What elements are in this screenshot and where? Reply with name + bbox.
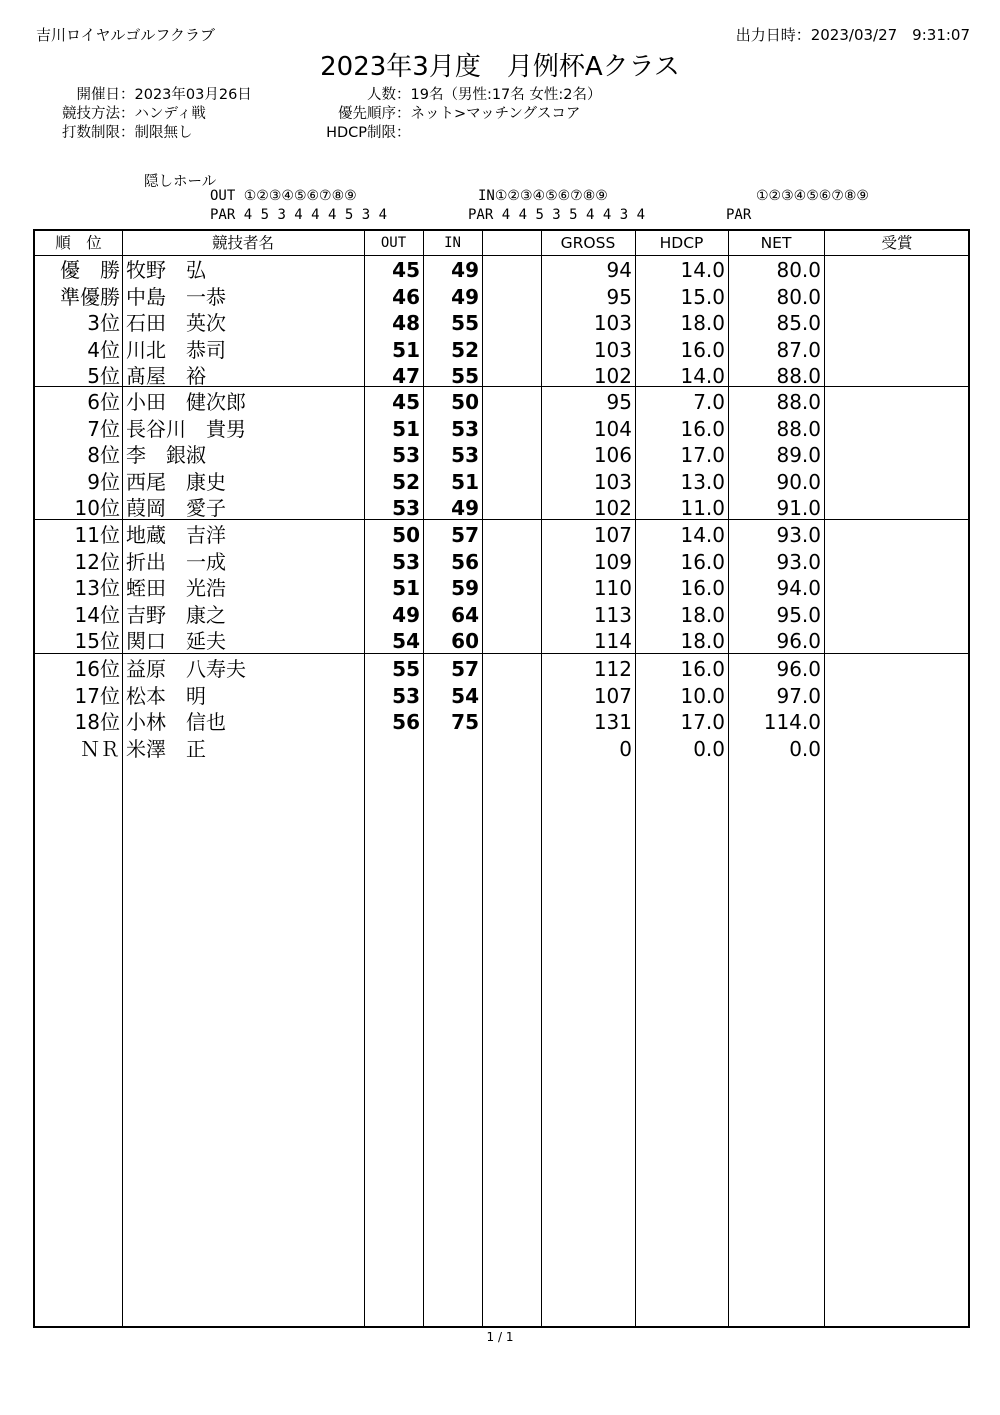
- cell-out: 47: [392, 364, 420, 388]
- info-people-label: 人数: [367, 87, 396, 103]
- cell-in: 51: [451, 469, 479, 494]
- cell-award: [824, 416, 968, 443]
- cell-out: 46: [392, 284, 420, 309]
- extra-holes: ①②③④⑤⑥⑦⑧⑨: [756, 188, 869, 204]
- col-net: NET: [760, 234, 792, 252]
- cell-rank: 17位: [74, 683, 120, 708]
- cell-rank: 準優勝: [60, 284, 120, 309]
- cell-hdcp: 11.0: [680, 496, 725, 520]
- cell-name: 米澤 正: [126, 736, 206, 761]
- printed-datetime: 出力日時：2023/03/27 9:31:07: [735, 26, 970, 44]
- col-name: 競技者名: [211, 234, 274, 252]
- cell-hdcp: 16.0: [680, 657, 725, 681]
- cell-net: 80.0: [776, 284, 821, 309]
- table-row: [35, 310, 968, 337]
- cell-in: 75: [451, 710, 479, 734]
- out-holes: OUT ①②③④⑤⑥⑦⑧⑨: [210, 188, 357, 204]
- cell-net: 0.0: [789, 736, 821, 761]
- cell-rank: 6位: [87, 390, 120, 414]
- cell-net: 97.0: [776, 683, 821, 708]
- info-date: 開催日：2023年03月26日: [48, 86, 252, 105]
- table-row: [35, 628, 968, 655]
- cell-rank: 11位: [74, 523, 120, 547]
- results-table: [33, 229, 970, 1328]
- table-row: [35, 709, 968, 736]
- cell-rank: 4位: [87, 337, 120, 362]
- cell-name: 蛭田 光浩: [126, 576, 226, 600]
- cell-gross: 106: [593, 443, 632, 467]
- info-date-value: 2023年03月26日: [134, 87, 252, 103]
- cell-rank: 16位: [74, 657, 120, 681]
- cell-gross: 94: [606, 258, 632, 282]
- cell-out: 51: [392, 416, 420, 441]
- cell-out: [364, 736, 420, 763]
- cell-hdcp: 14.0: [680, 258, 725, 282]
- table-row: [35, 442, 968, 469]
- info-right: [300, 86, 602, 143]
- col-hdcp: HDCP: [659, 234, 704, 252]
- cell-name: 葭岡 愛子: [126, 496, 226, 520]
- cell-award: [824, 602, 968, 629]
- cell-out: 51: [392, 337, 420, 362]
- cell-award: [824, 363, 968, 390]
- cell-in: 49: [451, 258, 479, 282]
- cell-name: 西尾 康史: [126, 469, 226, 494]
- info-priority-label: 優先順序: [338, 106, 396, 122]
- cell-award: [824, 549, 968, 576]
- cell-rank: 15位: [74, 629, 120, 653]
- cell-in: [423, 736, 479, 763]
- cell-gross: 102: [593, 364, 632, 388]
- info-limit: 打数制限：制限無し: [48, 124, 252, 143]
- in-par: PAR 4 4 5 3 5 4 4 3 4: [468, 207, 646, 223]
- cell-gross: 109: [593, 549, 632, 574]
- cell-rank: 14位: [74, 602, 120, 627]
- cell-award: [824, 310, 968, 337]
- cell-in: 49: [451, 496, 479, 520]
- cell-award: [824, 522, 968, 549]
- table-row: [35, 602, 968, 629]
- cell-out: 45: [392, 390, 420, 414]
- cell-out: 52: [392, 469, 420, 494]
- info-left: [48, 86, 252, 143]
- cell-out: 53: [392, 496, 420, 520]
- cell-gross: 0: [619, 736, 632, 761]
- cell-award: [824, 628, 968, 655]
- cell-in: 53: [451, 416, 479, 441]
- info-priority-value: ネット>マッチングスコア: [410, 106, 581, 122]
- cell-gross: 114: [593, 629, 632, 653]
- cell-in: 59: [451, 576, 479, 600]
- info-limit-label: 打数制限: [62, 125, 120, 141]
- table-row: [35, 257, 968, 284]
- cell-net: 90.0: [776, 469, 821, 494]
- cell-name: 中島 一恭: [126, 284, 226, 309]
- in-holes: IN①②③④⑤⑥⑦⑧⑨: [478, 188, 608, 204]
- cell-gross: 110: [593, 576, 632, 600]
- cell-hdcp: 17.0: [680, 710, 725, 734]
- cell-rank: 18位: [74, 710, 120, 734]
- table-row: [35, 736, 968, 763]
- cell-out: 54: [392, 629, 420, 653]
- info-method-label: 競技方法: [62, 106, 120, 122]
- hidden-holes-label: 隠しホール: [144, 174, 217, 190]
- col-gross: GROSS: [560, 234, 616, 252]
- cell-in: 57: [451, 657, 479, 681]
- info-date-label: 開催日: [76, 87, 120, 103]
- cell-net: 93.0: [776, 549, 821, 574]
- cell-award: [824, 575, 968, 602]
- cell-net: 89.0: [776, 443, 821, 467]
- cell-name: 髙屋 裕: [126, 364, 206, 388]
- table-row: [35, 284, 968, 311]
- cell-award: [824, 736, 968, 763]
- cell-gross: 103: [593, 311, 632, 335]
- page-title: 2023年3月度 月例杯Aクラス: [320, 52, 680, 82]
- cell-hdcp: 7.0: [693, 390, 725, 414]
- cell-name: 長谷川 貴男: [126, 416, 246, 441]
- info-people-value: 19名（男性:17名 女性:2名）: [410, 87, 602, 103]
- cell-in: 56: [451, 549, 479, 574]
- table-row: [35, 337, 968, 364]
- cell-net: 88.0: [776, 390, 821, 414]
- cell-in: 50: [451, 390, 479, 414]
- table-row: [35, 363, 968, 390]
- cell-hdcp: 16.0: [680, 549, 725, 574]
- cell-net: 91.0: [776, 496, 821, 520]
- table-row: [35, 683, 968, 710]
- info-limit-value: 制限無し: [134, 125, 193, 141]
- cell-gross: 103: [593, 469, 632, 494]
- cell-gross: 107: [593, 683, 632, 708]
- col-in: IN: [444, 235, 461, 251]
- cell-name: 李 銀淑: [126, 443, 206, 467]
- cell-net: 96.0: [776, 629, 821, 653]
- cell-rank: 8位: [87, 443, 120, 467]
- cell-gross: 112: [593, 657, 632, 681]
- info-people: 人数：19名（男性:17名 女性:2名）: [300, 86, 602, 105]
- cell-rank: 10位: [74, 496, 120, 520]
- table-row: [35, 656, 968, 683]
- cell-award: [824, 337, 968, 364]
- cell-gross: 107: [593, 523, 632, 547]
- cell-out: 55: [392, 657, 420, 681]
- out-par: PAR 4 5 3 4 4 4 5 3 4: [210, 207, 388, 223]
- table-row: [35, 416, 968, 443]
- cell-hdcp: 16.0: [680, 576, 725, 600]
- cell-rank: 12位: [74, 549, 120, 574]
- cell-hdcp: 18.0: [680, 602, 725, 627]
- table-row: [35, 389, 968, 416]
- info-priority: 優先順序：ネット>マッチングスコア: [300, 105, 602, 124]
- cell-net: 95.0: [776, 602, 821, 627]
- cell-out: 45: [392, 258, 420, 282]
- page-number: 1 / 1: [486, 1330, 514, 1344]
- cell-name: 小田 健次郎: [126, 390, 246, 414]
- cell-gross: 95: [606, 284, 632, 309]
- cell-in: 55: [451, 311, 479, 335]
- cell-out: 51: [392, 576, 420, 600]
- col-rank: 順 位: [55, 234, 102, 252]
- cell-in: 54: [451, 683, 479, 708]
- cell-net: 85.0: [776, 311, 821, 335]
- cell-rank: 3位: [87, 311, 120, 335]
- cell-hdcp: 18.0: [680, 629, 725, 653]
- cell-gross: 131: [593, 710, 632, 734]
- cell-net: 80.0: [776, 258, 821, 282]
- cell-hdcp: 13.0: [680, 469, 725, 494]
- cell-in: 57: [451, 523, 479, 547]
- cell-award: [824, 656, 968, 683]
- cell-award: [824, 683, 968, 710]
- cell-award: [824, 389, 968, 416]
- cell-gross: 95: [606, 390, 632, 414]
- cell-award: [824, 709, 968, 736]
- cell-out: 53: [392, 443, 420, 467]
- cell-award: [824, 257, 968, 284]
- cell-out: 53: [392, 549, 420, 574]
- club-name: 吉川ロイヤルゴルフクラブ: [36, 26, 215, 44]
- cell-name: 折出 一成: [126, 549, 226, 574]
- cell-hdcp: 16.0: [680, 416, 725, 441]
- cell-out: 53: [392, 683, 420, 708]
- cell-out: 48: [392, 311, 420, 335]
- cell-name: 益原 八寿夫: [126, 657, 246, 681]
- cell-net: 87.0: [776, 337, 821, 362]
- cell-hdcp: 17.0: [680, 443, 725, 467]
- cell-net: 93.0: [776, 523, 821, 547]
- cell-hdcp: 18.0: [680, 311, 725, 335]
- cell-rank: ＮＲ: [80, 736, 120, 761]
- cell-name: 小林 信也: [126, 710, 226, 734]
- cell-rank: 5位: [87, 364, 120, 388]
- info-hdcp: HDCP制限：: [300, 124, 602, 143]
- info-hdcp-label: HDCP制限: [326, 125, 396, 141]
- col-out: OUT: [380, 235, 407, 251]
- info-method: 競技方法：ハンディ戦: [48, 105, 252, 124]
- cell-net: 94.0: [776, 576, 821, 600]
- col-award: 受賞: [881, 234, 913, 252]
- cell-net: 114.0: [763, 710, 821, 734]
- cell-gross: 104: [593, 416, 632, 441]
- cell-name: 関口 延夫: [126, 629, 226, 653]
- cell-name: 地蔵 吉洋: [126, 523, 226, 547]
- cell-in: 55: [451, 364, 479, 388]
- info-method-value: ハンディ戦: [134, 106, 206, 122]
- cell-out: 56: [392, 710, 420, 734]
- cell-award: [824, 284, 968, 311]
- table-row: [35, 575, 968, 602]
- table-row: [35, 469, 968, 496]
- cell-name: 吉野 康之: [126, 602, 226, 627]
- cell-hdcp: 14.0: [680, 364, 725, 388]
- cell-hdcp: 10.0: [680, 683, 725, 708]
- cell-in: 53: [451, 443, 479, 467]
- cell-in: 52: [451, 337, 479, 362]
- table-row: [35, 495, 968, 522]
- cell-hdcp: 0.0: [693, 736, 725, 761]
- table-row: [35, 549, 968, 576]
- cell-hdcp: 16.0: [680, 337, 725, 362]
- col-blank: [482, 231, 541, 255]
- cell-name: 石田 英次: [126, 311, 226, 335]
- cell-in: 60: [451, 629, 479, 653]
- cell-rank: 7位: [87, 416, 120, 441]
- cell-in: 49: [451, 284, 479, 309]
- cell-award: [824, 469, 968, 496]
- cell-hdcp: 15.0: [680, 284, 725, 309]
- cell-rank: 13位: [74, 576, 120, 600]
- cell-name: 川北 恭司: [126, 337, 226, 362]
- cell-in: 64: [451, 602, 479, 627]
- cell-hdcp: 14.0: [680, 523, 725, 547]
- cell-name: 牧野 弘: [126, 258, 206, 282]
- extra-par: PAR: [726, 207, 752, 223]
- cell-rank: 9位: [87, 469, 120, 494]
- cell-rank: 優 勝: [60, 258, 120, 282]
- cell-net: 96.0: [776, 657, 821, 681]
- cell-gross: 103: [593, 337, 632, 362]
- cell-gross: 113: [593, 602, 632, 627]
- table-row: [35, 522, 968, 549]
- cell-out: 49: [392, 602, 420, 627]
- cell-gross: 102: [593, 496, 632, 520]
- cell-out: 50: [392, 523, 420, 547]
- cell-net: 88.0: [776, 364, 821, 388]
- cell-award: [824, 442, 968, 469]
- cell-name: 松本 明: [126, 683, 206, 708]
- cell-award: [824, 495, 968, 522]
- cell-net: 88.0: [776, 416, 821, 441]
